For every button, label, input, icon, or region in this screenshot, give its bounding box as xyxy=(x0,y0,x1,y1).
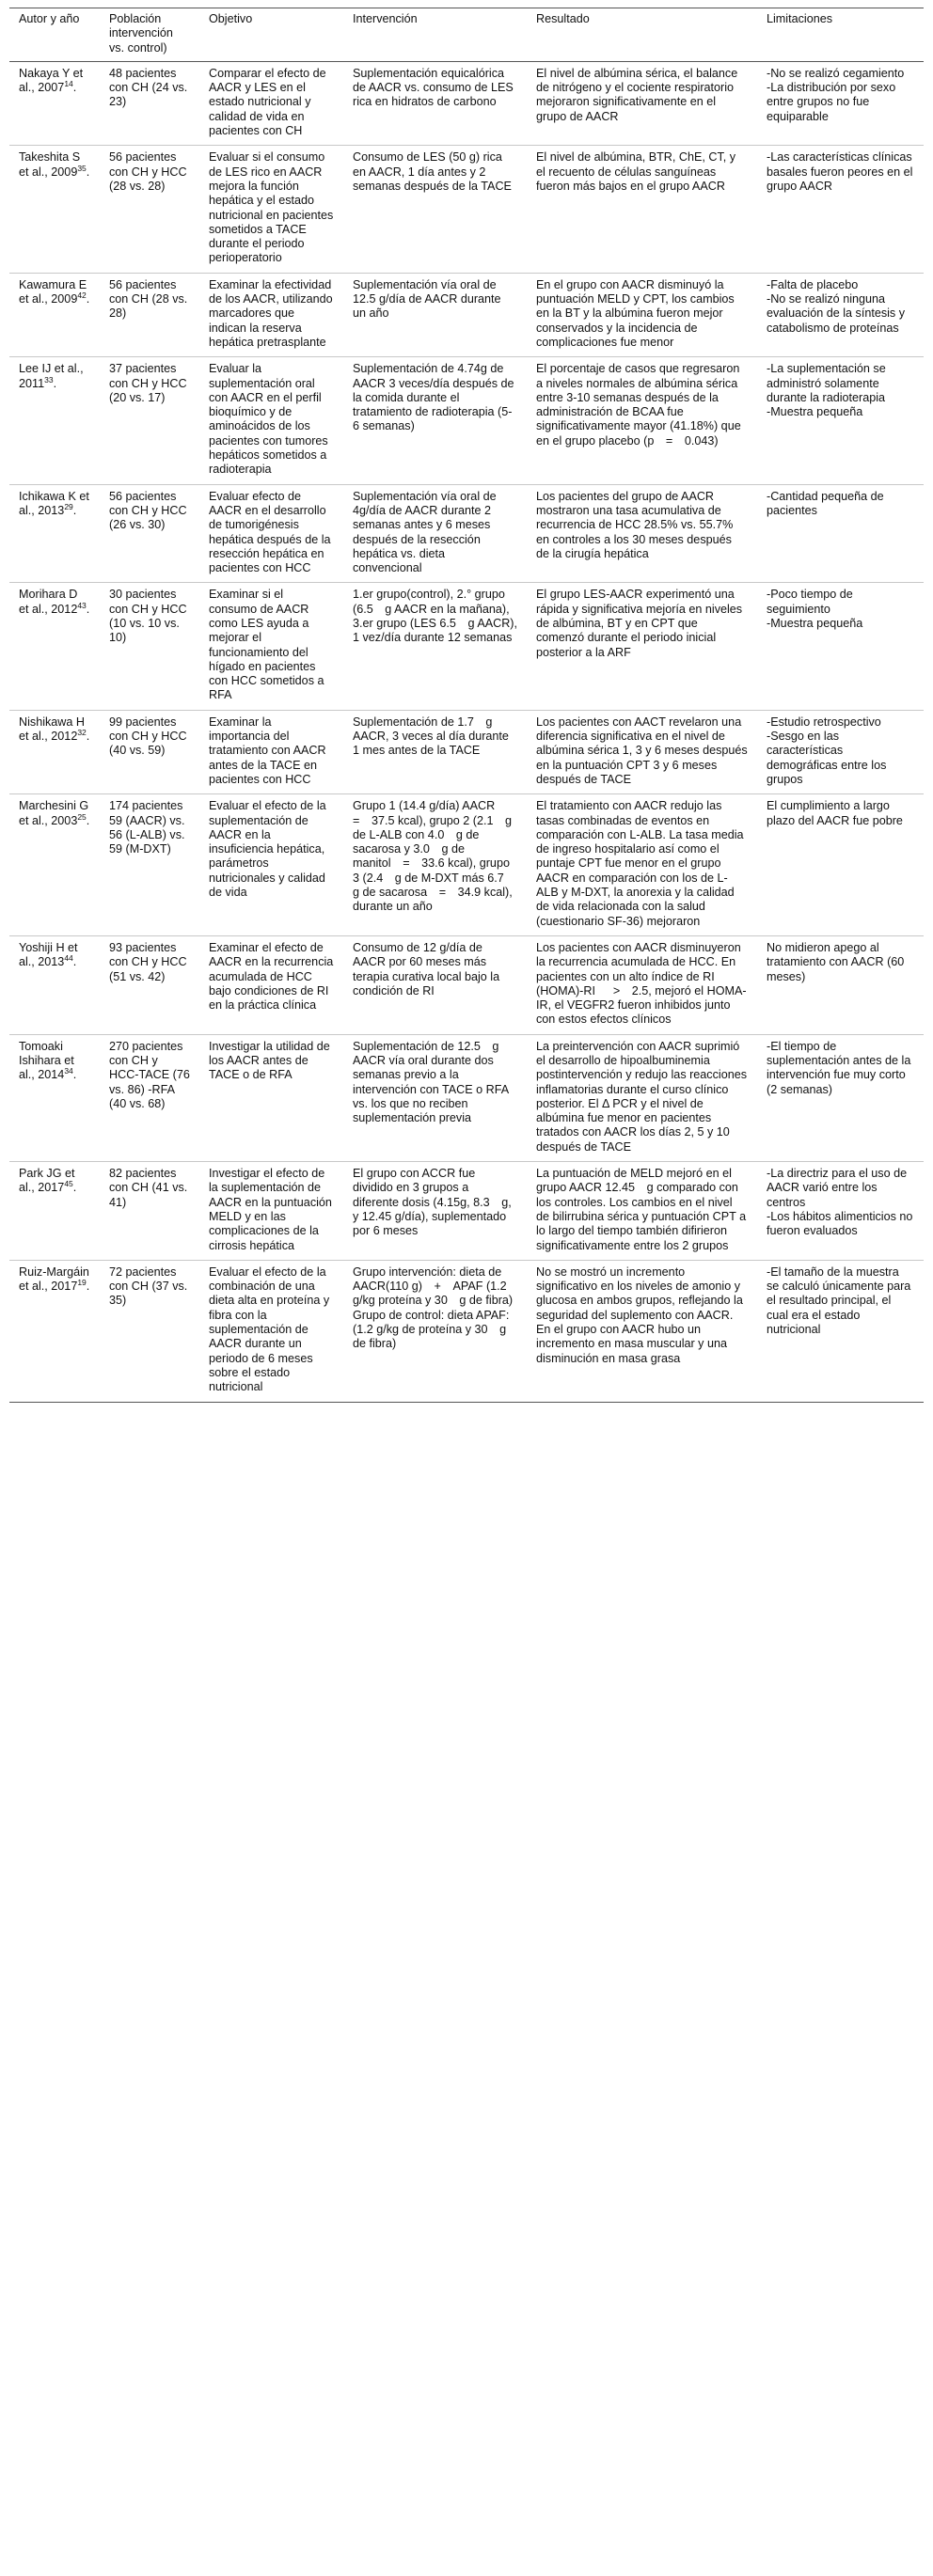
limitations-cell: -No se realizó cegamiento -La distribución por sexo entre grupos no fue equiparable xyxy=(767,66,905,123)
table-row xyxy=(9,1260,924,1402)
intervention-cell: Suplementación de 12.5 g AACR vía oral durante dos semanas previo a la intervención con TACE o RFA vs. los que no reciben suplementación previa xyxy=(353,1039,509,1125)
author-cell xyxy=(9,357,100,484)
table-row xyxy=(9,1162,924,1261)
author-cell xyxy=(9,1034,100,1161)
population-cell: 37 pacientes con CH y HCC (20 vs. 17) xyxy=(109,362,187,404)
reference-number: 44 xyxy=(64,953,73,964)
intervention-cell: Suplementación vía oral de 12.5 g/día de AACR durante un año xyxy=(353,277,501,321)
table-row xyxy=(9,273,924,356)
limitations-cell: -El tiempo de suplementación antes de la intervención fue muy corto (2 semanas) xyxy=(767,1039,911,1096)
result-cell: El nivel de albúmina sérica, el balance de nitrógeno y el cociente respiratorio mejoraron significativamente en el grupo de AACR xyxy=(536,66,738,123)
header-intervention: Intervención xyxy=(343,8,527,62)
objective-cell: Evaluar el efecto de la suplementación de AACR en la insuficiencia hepática, parámetros nutricionales y calidad de vida xyxy=(209,799,326,900)
result-cell: El grupo LES-AACR experimentó una rápida y significativa mejoría en niveles de albúmina, BT y en CPT que comenzó durante el periodo inicial posterior a la ARF xyxy=(536,588,743,659)
result-cell: Los pacientes del grupo de AACR mostraron una tasa acumulativa de recurrencia de HCC 28.5% vs. 55.7% en controles a los 30 meses después de la cirugía hepática xyxy=(536,489,734,560)
reference-number: 42 xyxy=(77,290,87,300)
author-name: Ruiz-Margáin et al., 2017 xyxy=(19,1264,89,1294)
reference-number: 25 xyxy=(77,811,87,822)
reference-number: 19 xyxy=(77,1277,87,1287)
reference-number: 45 xyxy=(64,1179,73,1189)
limitations-cell: -Poco tiempo de seguimiento -Muestra pequeña xyxy=(767,588,863,630)
intervention-cell: 1.er grupo(control), 2.° grupo (6.5 g AACR en la mañana), 3.er grupo (LES 6.5 g AACR), 1 vez/día durante 12 semanas xyxy=(353,588,517,645)
table-row xyxy=(9,935,924,1034)
period: . xyxy=(53,376,57,390)
population-cell: 93 pacientes con CH y HCC (51 vs. 42) xyxy=(109,940,187,983)
intervention-cell: Suplementación de 4.74g de AACR 3 veces/día después de la comida durante el tratamiento de radioterapia (5-6 semanas) xyxy=(353,362,514,433)
header-author-year: Autor y año xyxy=(9,8,100,62)
limitations-cell: -Cantidad pequeña de pacientes xyxy=(767,489,884,517)
period: . xyxy=(72,955,77,969)
reference-number: 33 xyxy=(44,374,54,385)
period: . xyxy=(86,165,90,179)
intervention-cell: Grupo intervención: dieta de AACR(110 g) + APAF (1.2 g/kg proteína y 30 g de fibra) Grupo de control: dieta APAF: (1.2 g/kg de proteína y 30 g de fibra) xyxy=(353,1264,514,1351)
objective-cell: Evaluar el efecto de la combinación de una dieta alta en proteína y fibra con la suplementación de AACR durante un periodo de 6 meses sobre el estado nutricional xyxy=(209,1264,330,1394)
header-limitations: Limitaciones xyxy=(757,8,924,62)
limitations-cell: El cumplimiento a largo plazo del AACR fue pobre xyxy=(767,799,903,827)
author-name: Yoshiji H et al., 2013 xyxy=(19,940,78,969)
intervention-cell: Consumo de 12 g/día de AACR por 60 meses más terapia curativa local bajo la condición de RI xyxy=(353,940,500,997)
period: . xyxy=(86,730,90,744)
limitations-cell: -Estudio retrospectivo -Sesgo en las características demográficas entre los grupos xyxy=(767,715,887,786)
table-row xyxy=(9,484,924,583)
intervention-cell: Suplementación de 1.7 g AACR, 3 veces al día durante 1 mes antes de la TACE xyxy=(353,715,509,758)
population-cell: 99 pacientes con CH y HCC (40 vs. 59) xyxy=(109,715,187,758)
objective-cell: Evaluar si el consumo de LES rico en AACR mejora la función hepática y el estado nutricional en pacientes sometidos a TACE durante el periodo perioperatorio xyxy=(209,150,334,265)
author-cell xyxy=(9,273,100,356)
limitations-cell: No midieron apego al tratamiento con AACR (60 meses) xyxy=(767,940,905,983)
reference-number: 14 xyxy=(64,79,73,88)
period: . xyxy=(72,81,77,95)
limitations-cell: -Las características clínicas basales fueron peores en el grupo AACR xyxy=(767,150,913,193)
author-name: Park JG et al., 2017 xyxy=(19,1167,75,1195)
result-cell: Los pacientes con AACR disminuyeron la recurrencia acumulada de HCC. En pacientes con un alto índice de RI (HOMA)-RI > 2.5, mejoró el HOMA-IR, el VEGFR2 fueron inhibidos junto con estos efectos clínicos xyxy=(536,940,747,1027)
author-cell xyxy=(9,484,100,583)
reference-number: 43 xyxy=(77,600,87,610)
population-cell: 270 pacientes con CH y HCC-TACE (76 vs. 86) -RFA (40 vs. 68) xyxy=(109,1039,190,1110)
reference-number: 32 xyxy=(77,727,87,737)
header-result: Resultado xyxy=(527,8,757,62)
intervention-cell: Suplementación vía oral de 4g/día de AACR durante 2 semanas antes y 6 meses después de la resección hepática vs. dieta convencional xyxy=(353,489,497,575)
header-objective: Objetivo xyxy=(199,8,343,62)
objective-cell: Evaluar efecto de AACR en el desarrollo de tumorigénesis hepática después de la resección hepática en pacientes con HCC xyxy=(209,489,331,575)
author-cell xyxy=(9,583,100,710)
objective-cell: Investigar el efecto de la suplementación de AACR en la puntuación MELD y en las complicaciones de la cirrosis hepática xyxy=(209,1167,332,1252)
limitations-cell: -Falta de placebo -No se realizó ninguna evaluación de la síntesis y catabolismo de proteínas xyxy=(767,277,906,335)
period: . xyxy=(86,813,90,827)
population-cell: 56 pacientes con CH y HCC (28 vs. 28) xyxy=(109,150,187,193)
studies-table xyxy=(9,8,924,1403)
result-cell: La preintervención con AACR suprimió el desarrollo de hipoalbuminemia postintervención y redujo las reacciones inflamatorias durante el curso clínico posterior. El Δ PCR y el nivel de albúmina fue menor en pacientes tratados con AACR los días 2, 5 y 10 después de TACE xyxy=(536,1039,748,1154)
table-row xyxy=(9,710,924,793)
author-cell xyxy=(9,794,100,936)
population-cell: 48 pacientes con CH (24 vs. 23) xyxy=(109,66,188,109)
author-name: Ichikawa K et al., 2013 xyxy=(19,489,89,517)
author-cell xyxy=(9,935,100,1034)
author-cell xyxy=(9,710,100,793)
objective-cell: Examinar la efectividad de los AACR, utilizando marcadores que indican la reserva hepática pretrasplante xyxy=(209,277,333,349)
result-cell: La puntuación de MELD mejoró en el grupo AACR 12.45 g comparado con los controles. Los cambios en el nivel de bilirrubina sérica y puntuación CPT a lo largo del tiempo también difirieron significativamente entre los 2 grupos xyxy=(536,1167,747,1252)
period: . xyxy=(72,1181,77,1195)
header-population: Población intervención vs. control) xyxy=(100,8,199,62)
period: . xyxy=(72,1068,77,1082)
population-cell: 174 pacientes 59 (AACR) vs. 56 (L-ALB) vs. 59 (M-DXT) xyxy=(109,799,185,856)
population-cell: 56 pacientes con CH y HCC (26 vs. 30) xyxy=(109,489,187,532)
objective-cell: Investigar la utilidad de los AACR antes de TACE o de RFA xyxy=(209,1039,330,1082)
author-cell xyxy=(9,1260,100,1402)
period: . xyxy=(86,292,90,306)
table-row xyxy=(9,61,924,145)
objective-cell: Comparar el efecto de AACR y LES en el estado nutricional y calidad de vida en pacientes con CH xyxy=(209,66,326,138)
period: . xyxy=(86,1280,90,1294)
author-name: Nakaya Y et al., 2007 xyxy=(19,66,84,95)
table-row xyxy=(9,794,924,936)
author-name: Nishikawa H et al., 2012 xyxy=(19,715,85,744)
intervention-cell: El grupo con ACCR fue dividido en 3 grupos a diferente dosis (4.15g, 8.3 g, y 12.45 g/día), suplementado por 6 meses xyxy=(353,1167,512,1238)
objective-cell: Evaluar la suplementación oral con AACR en el perfil bioquímico y de aminoácidos de los pacientes con tumores hepáticos sometidos a radioterapia xyxy=(209,362,328,477)
author-name: Marchesini G et al., 2003 xyxy=(19,799,89,827)
period: . xyxy=(86,602,90,616)
table-row xyxy=(9,1034,924,1161)
author-cell xyxy=(9,146,100,273)
intervention-cell: Consumo de LES (50 g) rica en AACR, 1 día antes y 2 semanas después de la TACE xyxy=(353,150,512,193)
limitations-cell: -El tamaño de la muestra se calculó únicamente para el resultado principal, el cual era el estado nutricional xyxy=(767,1264,911,1337)
reference-number: 29 xyxy=(64,501,73,511)
population-cell: 56 pacientes con CH (28 vs. 28) xyxy=(109,277,188,321)
intervention-cell: Suplementación equicalórica de AACR vs. consumo de LES rica en hidratos de carbono xyxy=(353,66,514,109)
population-cell: 82 pacientes con CH (41 vs. 41) xyxy=(109,1167,188,1209)
population-cell: 30 pacientes con CH y HCC (10 vs. 10 vs. 10) xyxy=(109,588,187,645)
result-cell: No se mostró un incremento significativo en los niveles de amonio y glucosa en ambos grupos, reflejando la seguridad del suplemento con AACR. En el grupo con AACR hubo un incremento en masa muscular y una disminución en masa grasa xyxy=(536,1264,743,1365)
reference-number: 34 xyxy=(64,1066,73,1076)
table-body xyxy=(9,61,924,1402)
author-name: Takeshita S et al., 2009 xyxy=(19,150,81,179)
author-cell xyxy=(9,1162,100,1261)
author-name: Lee IJ et al., 2011 xyxy=(19,362,84,390)
objective-cell: Examinar si el consumo de AACR como LES ayuda a mejorar el funcionamiento del hígado en pacientes con HCC sometidos a RFA xyxy=(209,588,324,702)
result-cell: El nivel de albúmina, BTR, ChE, CT, y el recuento de células sanguíneas fueron más bajos en el grupo AACR xyxy=(536,150,736,193)
author-name: Morihara D et al., 2012 xyxy=(19,588,78,616)
table-header-row xyxy=(9,8,924,62)
intervention-cell: Grupo 1 (14.4 g/día) AACR = 37.5 kcal), grupo 2 (2.1 g de L-ALB con 4.0 g de sacarosa y 3.0 g de manitol = 33.6 kcal), grupo 3 (2.4 g de M-DXT más 6.7 g de sacarosa = 34.9 kcal), durante un año xyxy=(353,799,516,914)
author-name: Kawamura E et al., 2009 xyxy=(19,277,87,306)
result-cell: En el grupo con AACR disminuyó la puntuación MELD y CPT, los cambios en la BT y la albúmina fueron mejor conservados y la incidencia de complicaciones fue menor xyxy=(536,277,735,349)
table-row xyxy=(9,146,924,273)
limitations-cell: -La directriz para el uso de AACR varió entre los centros -Los hábitos alimenticios no fueron evaluados xyxy=(767,1167,913,1238)
result-cell: El tratamiento con AACR redujo las tasas combinadas de eventos en comparación con L-ALB. La tasa media de ingreso hospitalario así como el puntaje CPT fue menor en el grupo AACR en comparación con los de L-ALB y M-DXT, la anorexia y la calidad de vida relacionada con la salud (cuestionario SF-36) mejoraron xyxy=(536,799,744,928)
objective-cell: Examinar el efecto de AACR en la recurrencia acumulada de HCC bajo condiciones de RI en la práctica clínica xyxy=(209,940,334,1013)
population-cell: 72 pacientes con CH (37 vs. 35) xyxy=(109,1264,188,1308)
author-name: Tomoaki Ishihara et al., 2014 xyxy=(19,1039,74,1082)
result-cell: Los pacientes con AACT revelaron una diferencia significativa en el nivel de albúmina sérica 1, 3 y 6 meses después en la puntuación CPT 3 y 6 meses después de TACE xyxy=(536,715,748,786)
limitations-cell: -La suplementación se administró solamente durante la radioterapia -Muestra pequeña xyxy=(767,362,886,419)
author-cell xyxy=(9,61,100,145)
result-cell: El porcentaje de casos que regresaron a niveles normales de albúmina sérica entre 3-10 semanas después de la administración de BCAA fue significativamente mayor (41.18%) que en el grupo placebo (p = 0.043) xyxy=(536,362,741,448)
period: . xyxy=(72,503,77,517)
table-row xyxy=(9,583,924,710)
table-row xyxy=(9,357,924,484)
objective-cell: Examinar la importancia del tratamiento con AACR antes de la TACE en pacientes con HCC xyxy=(209,715,326,786)
reference-number: 35 xyxy=(77,163,87,173)
